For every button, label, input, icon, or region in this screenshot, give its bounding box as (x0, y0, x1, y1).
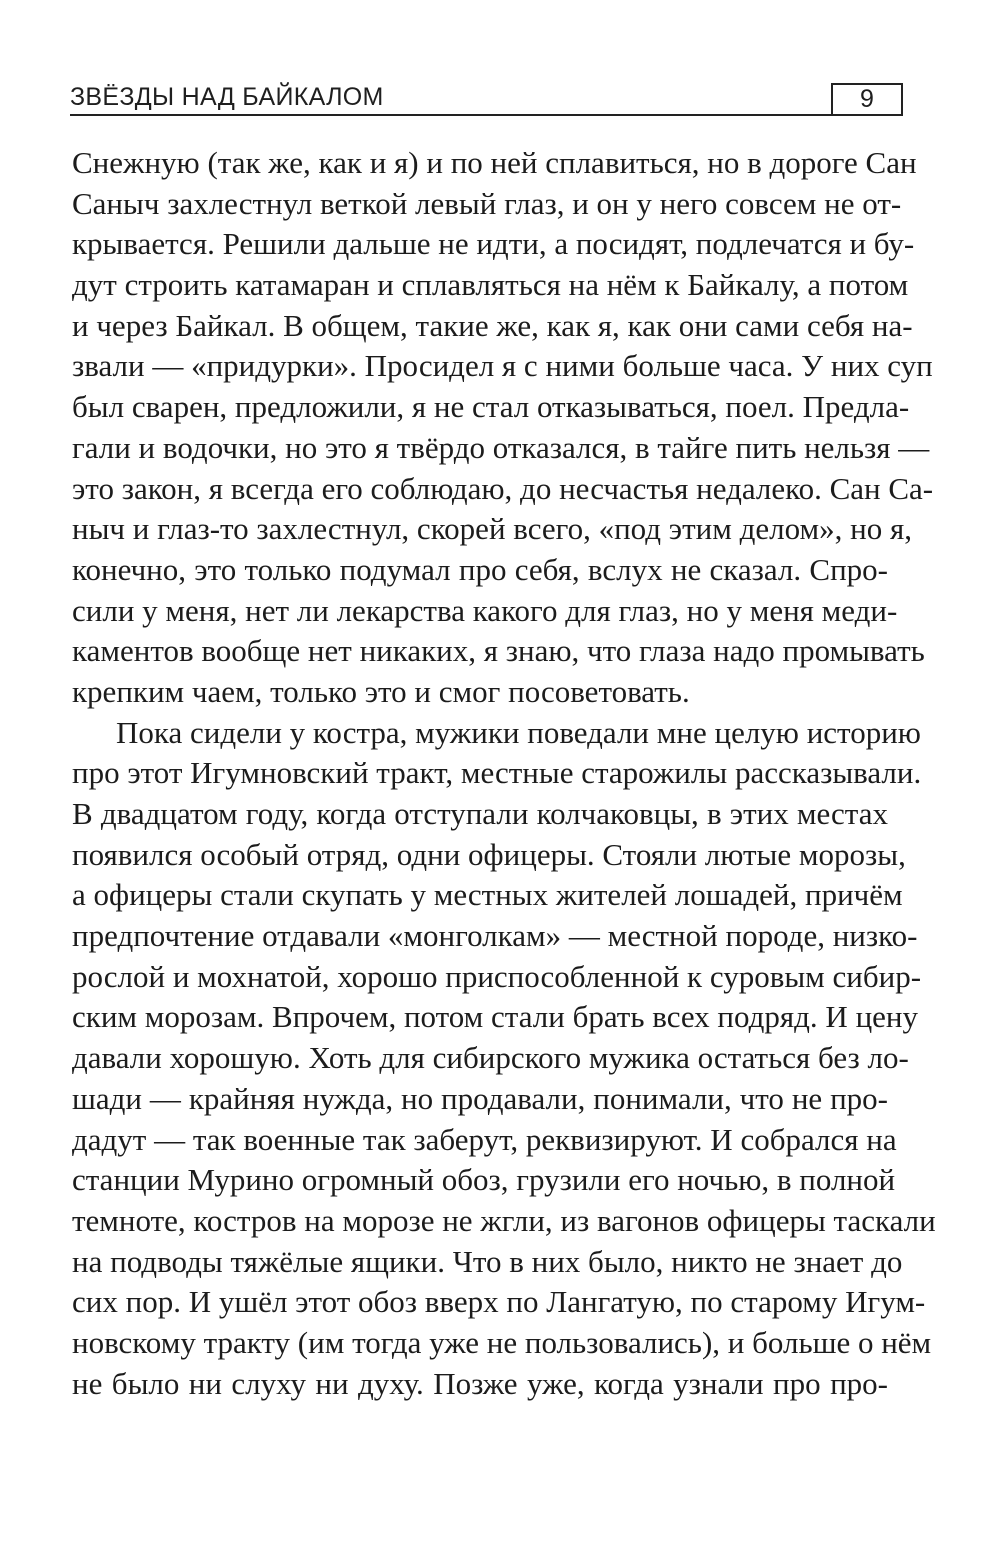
running-header (70, 76, 903, 116)
text-line: ским морозам. Впрочем, потом стали брать всех подряд. И цену (72, 999, 919, 1035)
text-line: сих пор. И ушёл этот обоз вверх по Лангатую, по старому Игум- (72, 1284, 926, 1320)
text-line: каментов вообще нет никаких, я знаю, что глаза надо промывать (72, 633, 925, 669)
text-line: дут строить катамаран и сплавляться на нём к Байкалу, а потом (72, 267, 909, 303)
text-line: сили у меня, нет ли лекарства какого для глаз, но у меня меди- (72, 592, 898, 628)
text-line: новскому тракту (им тогда уже не пользовались), и больше о нём (72, 1324, 932, 1360)
header-rule (70, 114, 903, 116)
text-line: крывается. Решили дальше не идти, а посидят, подлечатся и бу- (72, 226, 915, 262)
text-line: и через Байкал. В общем, такие же, как я, как они сами себя на- (72, 307, 913, 343)
book-title: ЗВЁЗДЫ НАД БАЙКАЛОМ (70, 83, 384, 111)
text-line: Пока сидели у костра, мужики поведали мне целую историю (116, 714, 921, 750)
text-line: ныч и глаз-то захлестнул, скорей всего, «под этим делом», но я, (72, 511, 912, 547)
text-line: про этот Игумновский тракт, местные старожилы рассказывали. (72, 755, 922, 791)
text-line: а офицеры стали скупать у местных жителей лошадей, причём (72, 877, 903, 913)
paragraph-2 (72, 713, 936, 1405)
text-line: это закон, я всегда его соблюдаю, до несчастья недалеко. Сан Са- (72, 470, 934, 506)
text-line: В двадцатом году, когда отступали колчаковцы, в этих местах (72, 796, 888, 831)
text-line: станции Мурино огромный обоз, грузили его ночью, в полной (72, 1162, 896, 1198)
text-line: был сварен, предложили, я не стал отказываться, поел. Предла- (72, 389, 910, 425)
text-line: Саныч захлестнул веткой левый глаз, и он у него совсем не от- (72, 185, 902, 221)
body-text (72, 143, 936, 1404)
text-line: рослой и мохнатой, хорошо приспособленной к суровым сибир- (72, 958, 922, 994)
text-line: давали хорошую. Хоть для сибирского мужика остаться без ло- (72, 1040, 909, 1076)
text-line: Снежную (так же, как и я) и по ней сплавиться, но в дороге Сан (72, 145, 917, 180)
text-line: предпочтение отдавали «монголкам» — местной породе, низко- (72, 918, 918, 954)
paragraph-1 (72, 143, 934, 713)
text-line: конечно, это только подумал про себя, вслух не сказал. Спро- (72, 551, 888, 587)
page-number: 9 (831, 83, 903, 114)
text-line: темноте, костров на морозе не жгли, из вагонов офицеры таскали (72, 1202, 936, 1238)
text-line: звали — «придурки». Просидел я с ними больше часа. У них суп (72, 348, 933, 384)
text-line: дадут — так военные так заберут, реквизируют. И собрался на (72, 1121, 897, 1157)
text-line: шади — крайняя нужда, но продавали, понимали, что не про- (72, 1080, 888, 1116)
text-line: не было ни слуху ни духу. Позже уже, когда узнали про про- (72, 1365, 888, 1401)
text-line: на подводы тяжёлые ящики. Что в них было, никто не знает до (72, 1243, 903, 1279)
text-line: крепким чаем, только это и смог посоветовать. (72, 673, 690, 709)
text-line: появился особый отряд, одни офицеры. Стояли лютые морозы, (72, 836, 906, 872)
text-line: гали и водочки, но это я твёрдо отказался, в тайге пить нельзя — (72, 429, 930, 465)
